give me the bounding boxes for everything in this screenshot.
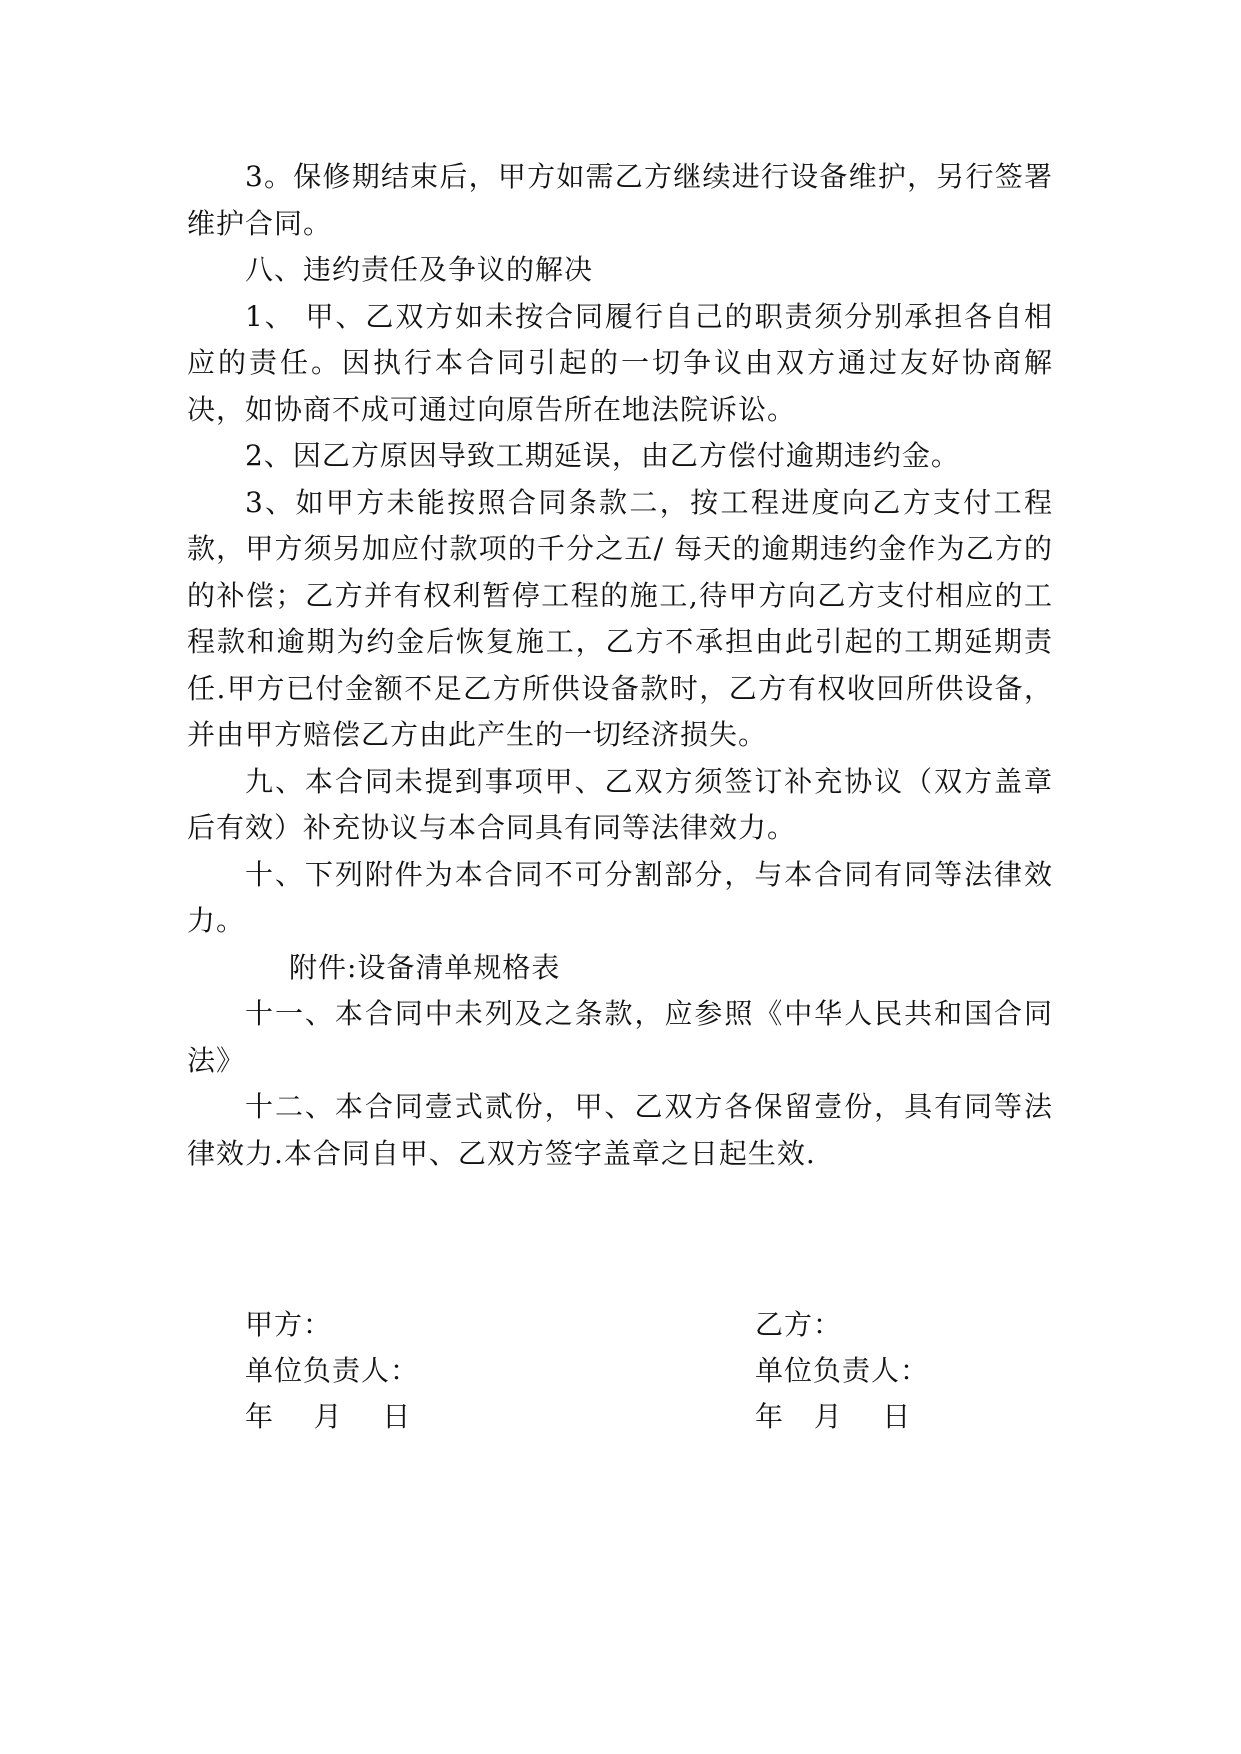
- attachment-line: 附件:设备清单规格表: [289, 950, 561, 984]
- clause-eleven: 十一、本合同中未列及之条款，应参照《中华人民共和国合同法》: [187, 997, 1053, 1077]
- clause-liability-2: 2、因乙方原因导致工期延误，由乙方偿付逾期违约金。: [245, 439, 960, 472]
- signature-block-party-b: [755, 1302, 929, 1440]
- clause-twelve: 十二、本合同壹式贰份，甲、乙双方各保留壹份，具有同等法律效力.本合同自甲、乙双方签字盖章之日起生效.: [187, 1090, 1053, 1170]
- contract-body: [187, 154, 1053, 1177]
- clause-liability-3: 3、如甲方未能按照合同条款二，按工程进度向乙方支付工程款，甲方须另加应付款项的千分之五/ 每天的逾期违约金作为乙方的的补偿；乙方并有权利暂停工程的施工,待甲方向乙方支付相应的工程款和逾期为约金后恢复施工，乙方不承担由此引起的工期延期责任.甲方已付金额不足乙方所供设备款时，乙方有权收回所供设备，并由甲方赔偿乙方由此产生的一切经济损失。: [187, 485, 1053, 751]
- party-a-date: 年 月 日: [245, 1400, 412, 1433]
- party-b-date: 年 月 日: [755, 1400, 912, 1433]
- party-b-representative: 单位负责人：: [755, 1354, 930, 1387]
- signature-block-party-a: [245, 1302, 419, 1440]
- section-heading-liability: 八、违约责任及争议的解决: [245, 253, 594, 286]
- party-a-representative: 单位负责人：: [245, 1354, 420, 1387]
- party-a-label: 甲方：: [245, 1308, 333, 1341]
- clause-ten: 十、下列附件为本合同不可分割部分，与本合同有同等法律效力。: [187, 857, 1053, 937]
- party-b-label: 乙方：: [755, 1308, 843, 1341]
- clause-liability-1: 1、 甲、乙双方如未按合同履行自己的职责须分别承担各自相应的责任。因执行本合同引起的一切争议由双方通过友好协商解决，如协商不成可通过向原告所在地法院诉讼。: [187, 299, 1053, 426]
- clause-nine: 九、本合同未提到事项甲、乙双方须签订补充协议（双方盖章后有效）补充协议与本合同具有同等法律效力。: [187, 764, 1053, 844]
- clause-warranty-end: 3。保修期结束后，甲方如需乙方继续进行设备维护，另行签署维护合同。: [187, 160, 1053, 240]
